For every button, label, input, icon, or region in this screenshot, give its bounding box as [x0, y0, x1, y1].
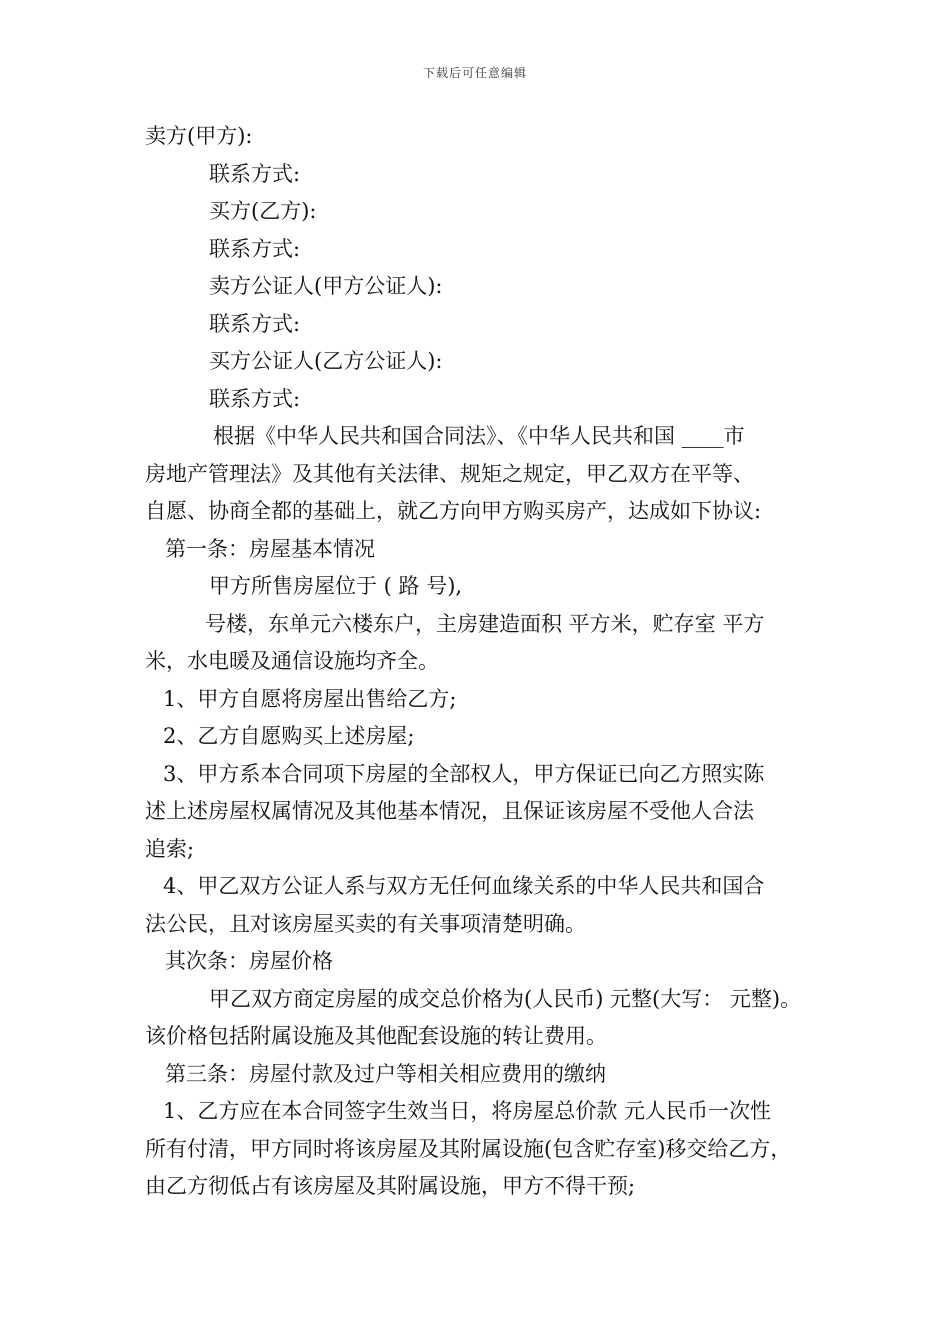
- article1-title: 第一条：房屋基本情况: [165, 536, 375, 561]
- article1-item-3-line-2: 述上述房屋权属情况及其他基本情况，且保证该房屋不受他人合法: [145, 799, 754, 823]
- article2-body-line-2: 该价格包括附属设施及其他配套设施的转让费用。: [145, 1024, 607, 1048]
- article2-body-line-1: 甲乙双方商定房屋的成交总价格为(人民币) 元整(大写： 元整)。: [209, 986, 802, 1011]
- article3-item-1-line-3: 由乙方彻低占有该房屋及其附属设施，甲方不得干预;: [145, 1174, 636, 1198]
- article1-item-2: 2、乙方自愿购买上述房屋;: [163, 724, 415, 748]
- article1-location-line-1: 甲方所售房屋位于 ( 路 号),: [209, 574, 463, 598]
- article1-item-4-line-1: 4、甲乙双方公证人系与双方无任何血缘关系的中华人民共和国合: [163, 874, 765, 898]
- buyer-notary-label: 买方公证人(乙方公证人):: [209, 349, 443, 373]
- article1-location-line-2: 号楼，东单元六楼东户，主房建造面积 平方米，贮存室 平方: [205, 611, 765, 636]
- preamble-line-3: 自愿、协商全都的基础上，就乙方向甲方购买房产，达成如下协议:: [145, 499, 762, 523]
- preamble-line-2: 房地产管理法》及其他有关法律、规矩之规定，甲乙双方在平等、: [145, 461, 754, 486]
- article1-item-4-line-2: 法公民，且对该房屋买卖的有关事项清楚明确。: [145, 911, 586, 936]
- page-header-note: 下载后可任意编辑: [422, 66, 527, 80]
- article3-item-1-line-1: 1、乙方应在本合同签字生效当日，将房屋总价款 元人民币一次性: [163, 1099, 772, 1123]
- buyer-contact-label: 联系方式:: [209, 236, 301, 261]
- article1-item-3-line-1: 3、甲方系本合同项下房屋的全部权人，甲方保证已向乙方照实陈: [163, 761, 765, 786]
- article1-item-3-line-3: 追索;: [145, 836, 195, 861]
- seller-notary-contact-label: 联系方式:: [209, 311, 301, 336]
- seller-label: 卖方(甲方):: [145, 124, 253, 148]
- seller-contact-label: 联系方式:: [209, 161, 301, 186]
- buyer-notary-contact-label: 联系方式:: [209, 386, 301, 411]
- preamble-line-1: 根据《中华人民共和国合同法》、《中华人民共和国 ____市: [213, 424, 745, 448]
- article3-title: 第三条：房屋付款及过户等相关相应费用的缴纳: [165, 1061, 606, 1086]
- article3-item-1-line-2: 所有付清，甲方同时将该房屋及其附属设施(包含贮存室)移交给乙方，: [145, 1136, 792, 1161]
- buyer-label: 买方(乙方):: [209, 199, 317, 223]
- contract-body: [145, 118, 825, 1206]
- article1-item-1: 1、甲方自愿将房屋出售给乙方;: [163, 686, 457, 711]
- article1-location-line-3: 米，水电暖及通信设施均齐全。: [145, 649, 439, 673]
- article2-title: 其次条：房屋价格: [165, 949, 333, 973]
- seller-notary-label: 卖方公证人(甲方公证人):: [209, 274, 443, 298]
